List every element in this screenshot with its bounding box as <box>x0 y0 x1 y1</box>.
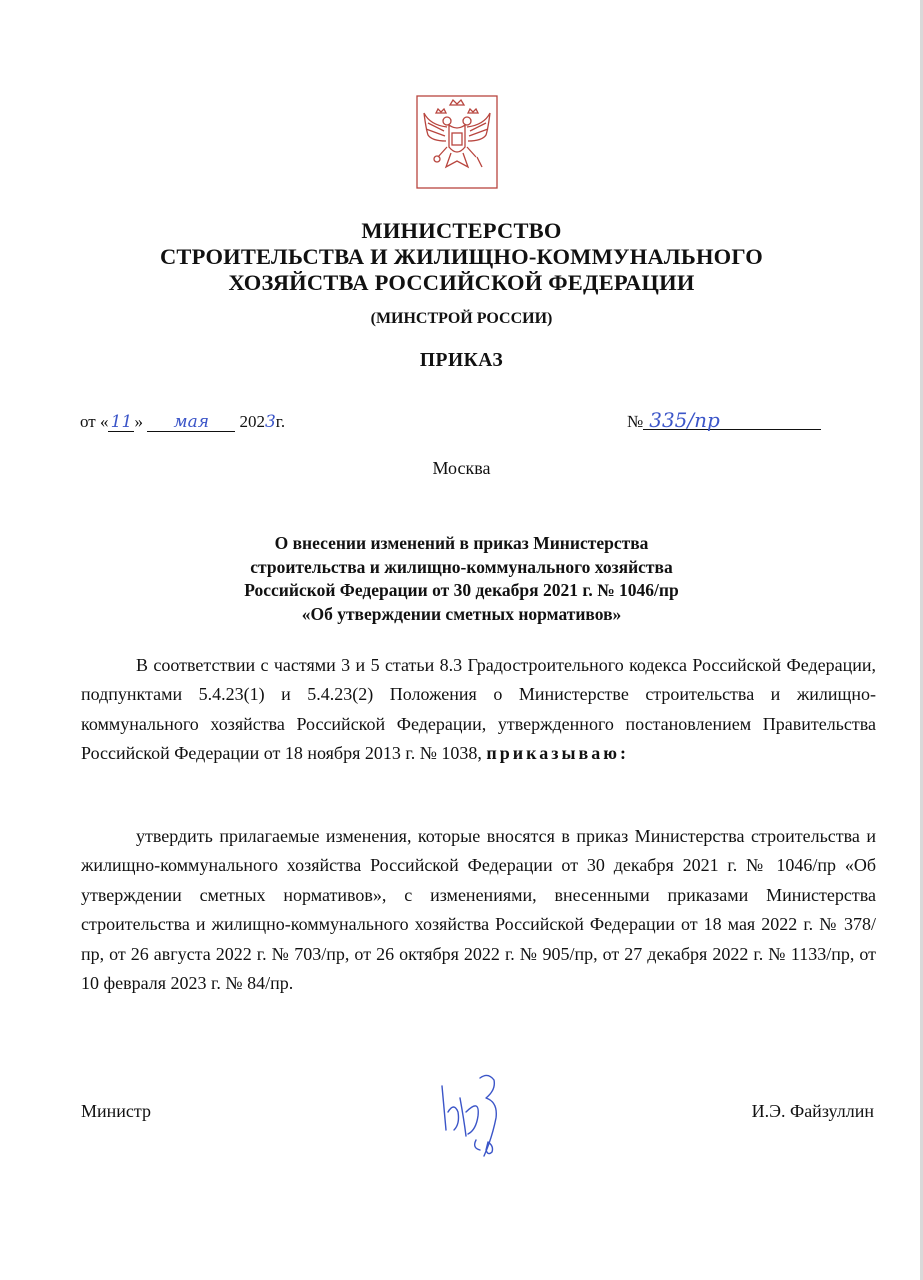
preamble-paragraph <box>81 651 876 769</box>
subject-line-4: «Об утверждении сметных нормативов» <box>301 603 622 624</box>
order-subject <box>0 532 923 626</box>
subject-line-2: строительства и жилищно-коммунального хозяйства <box>250 556 673 577</box>
subject-line-1: О внесении изменений в приказ Министерства <box>274 533 649 553</box>
coat-of-arms-icon <box>416 95 498 189</box>
order-date <box>80 412 285 432</box>
operative-text: утвердить прилагаемые изменения, которые вносятся в приказ Министерства строительства и жилищно-коммунального хозяйства Российской Федерации от 30 декабря 2021 г. № 1046/пр «Об утверждении сметных нормативов», с изменениями, внесенными приказами Министерства строительства и жилищно-коммунального хозяйства Российской Федерации от 18 мая 2022 г. № 378/пр, от 26 августа 2022 г. № 703/пр, от 26 октября 2022 г. № 905/пр, от 27 декабря 2022 г. № 1133/пр, от 10 февраля 2023 г. № 84/пр. <box>81 826 876 994</box>
date-year-digit: 3 <box>264 412 276 432</box>
city: Москва <box>432 458 491 478</box>
operative-paragraph <box>81 822 876 998</box>
ministry-line-1: МИНИСТЕРСТВО <box>361 218 562 243</box>
date-month: мая <box>147 414 235 432</box>
date-day: 11 <box>108 414 134 432</box>
ministry-abbreviation: (МИНСТРОЙ РОССИИ) <box>370 310 553 327</box>
order-word: приказываю: <box>486 743 629 764</box>
number-value: 335/пр <box>643 412 821 430</box>
date-year-prefix: 202 <box>239 412 265 431</box>
preamble-text: В соответствии с частями 3 и 5 статьи 8.3 Градостроительного кодекса Российской Федерации, подпунктами 5.4.23(1) и 5.4.23(2) Положения о Министерстве строительства и жилищно-коммунального хозяйства Российской Федерации, утвержденного постановлением Правительства Российской Федерации от 18 ноября 2013 г. № 1038, <box>81 655 876 764</box>
signatory-name: И.Э. Файзуллин <box>751 1101 874 1121</box>
handwritten-signature <box>436 1068 526 1164</box>
date-prefix: от « <box>80 412 109 431</box>
subject-line-3: Российской Федерации от 30 декабря 2021 г. № 1046/пр <box>244 580 679 600</box>
number-label: № <box>627 412 644 431</box>
signatory-position: Министр <box>81 1101 151 1121</box>
document-type: ПРИКАЗ <box>419 350 504 371</box>
date-year-suffix: г. <box>275 412 286 431</box>
ministry-line-3: ХОЗЯЙСТВА РОССИЙСКОЙ ФЕДЕРАЦИИ <box>228 270 695 295</box>
ministry-name <box>0 218 923 296</box>
order-number <box>627 408 821 432</box>
ministry-line-2: СТРОИТЕЛЬСТВА И ЖИЛИЩНО-КОММУНАЛЬНОГО <box>159 244 764 269</box>
date-mid: » <box>134 412 143 431</box>
